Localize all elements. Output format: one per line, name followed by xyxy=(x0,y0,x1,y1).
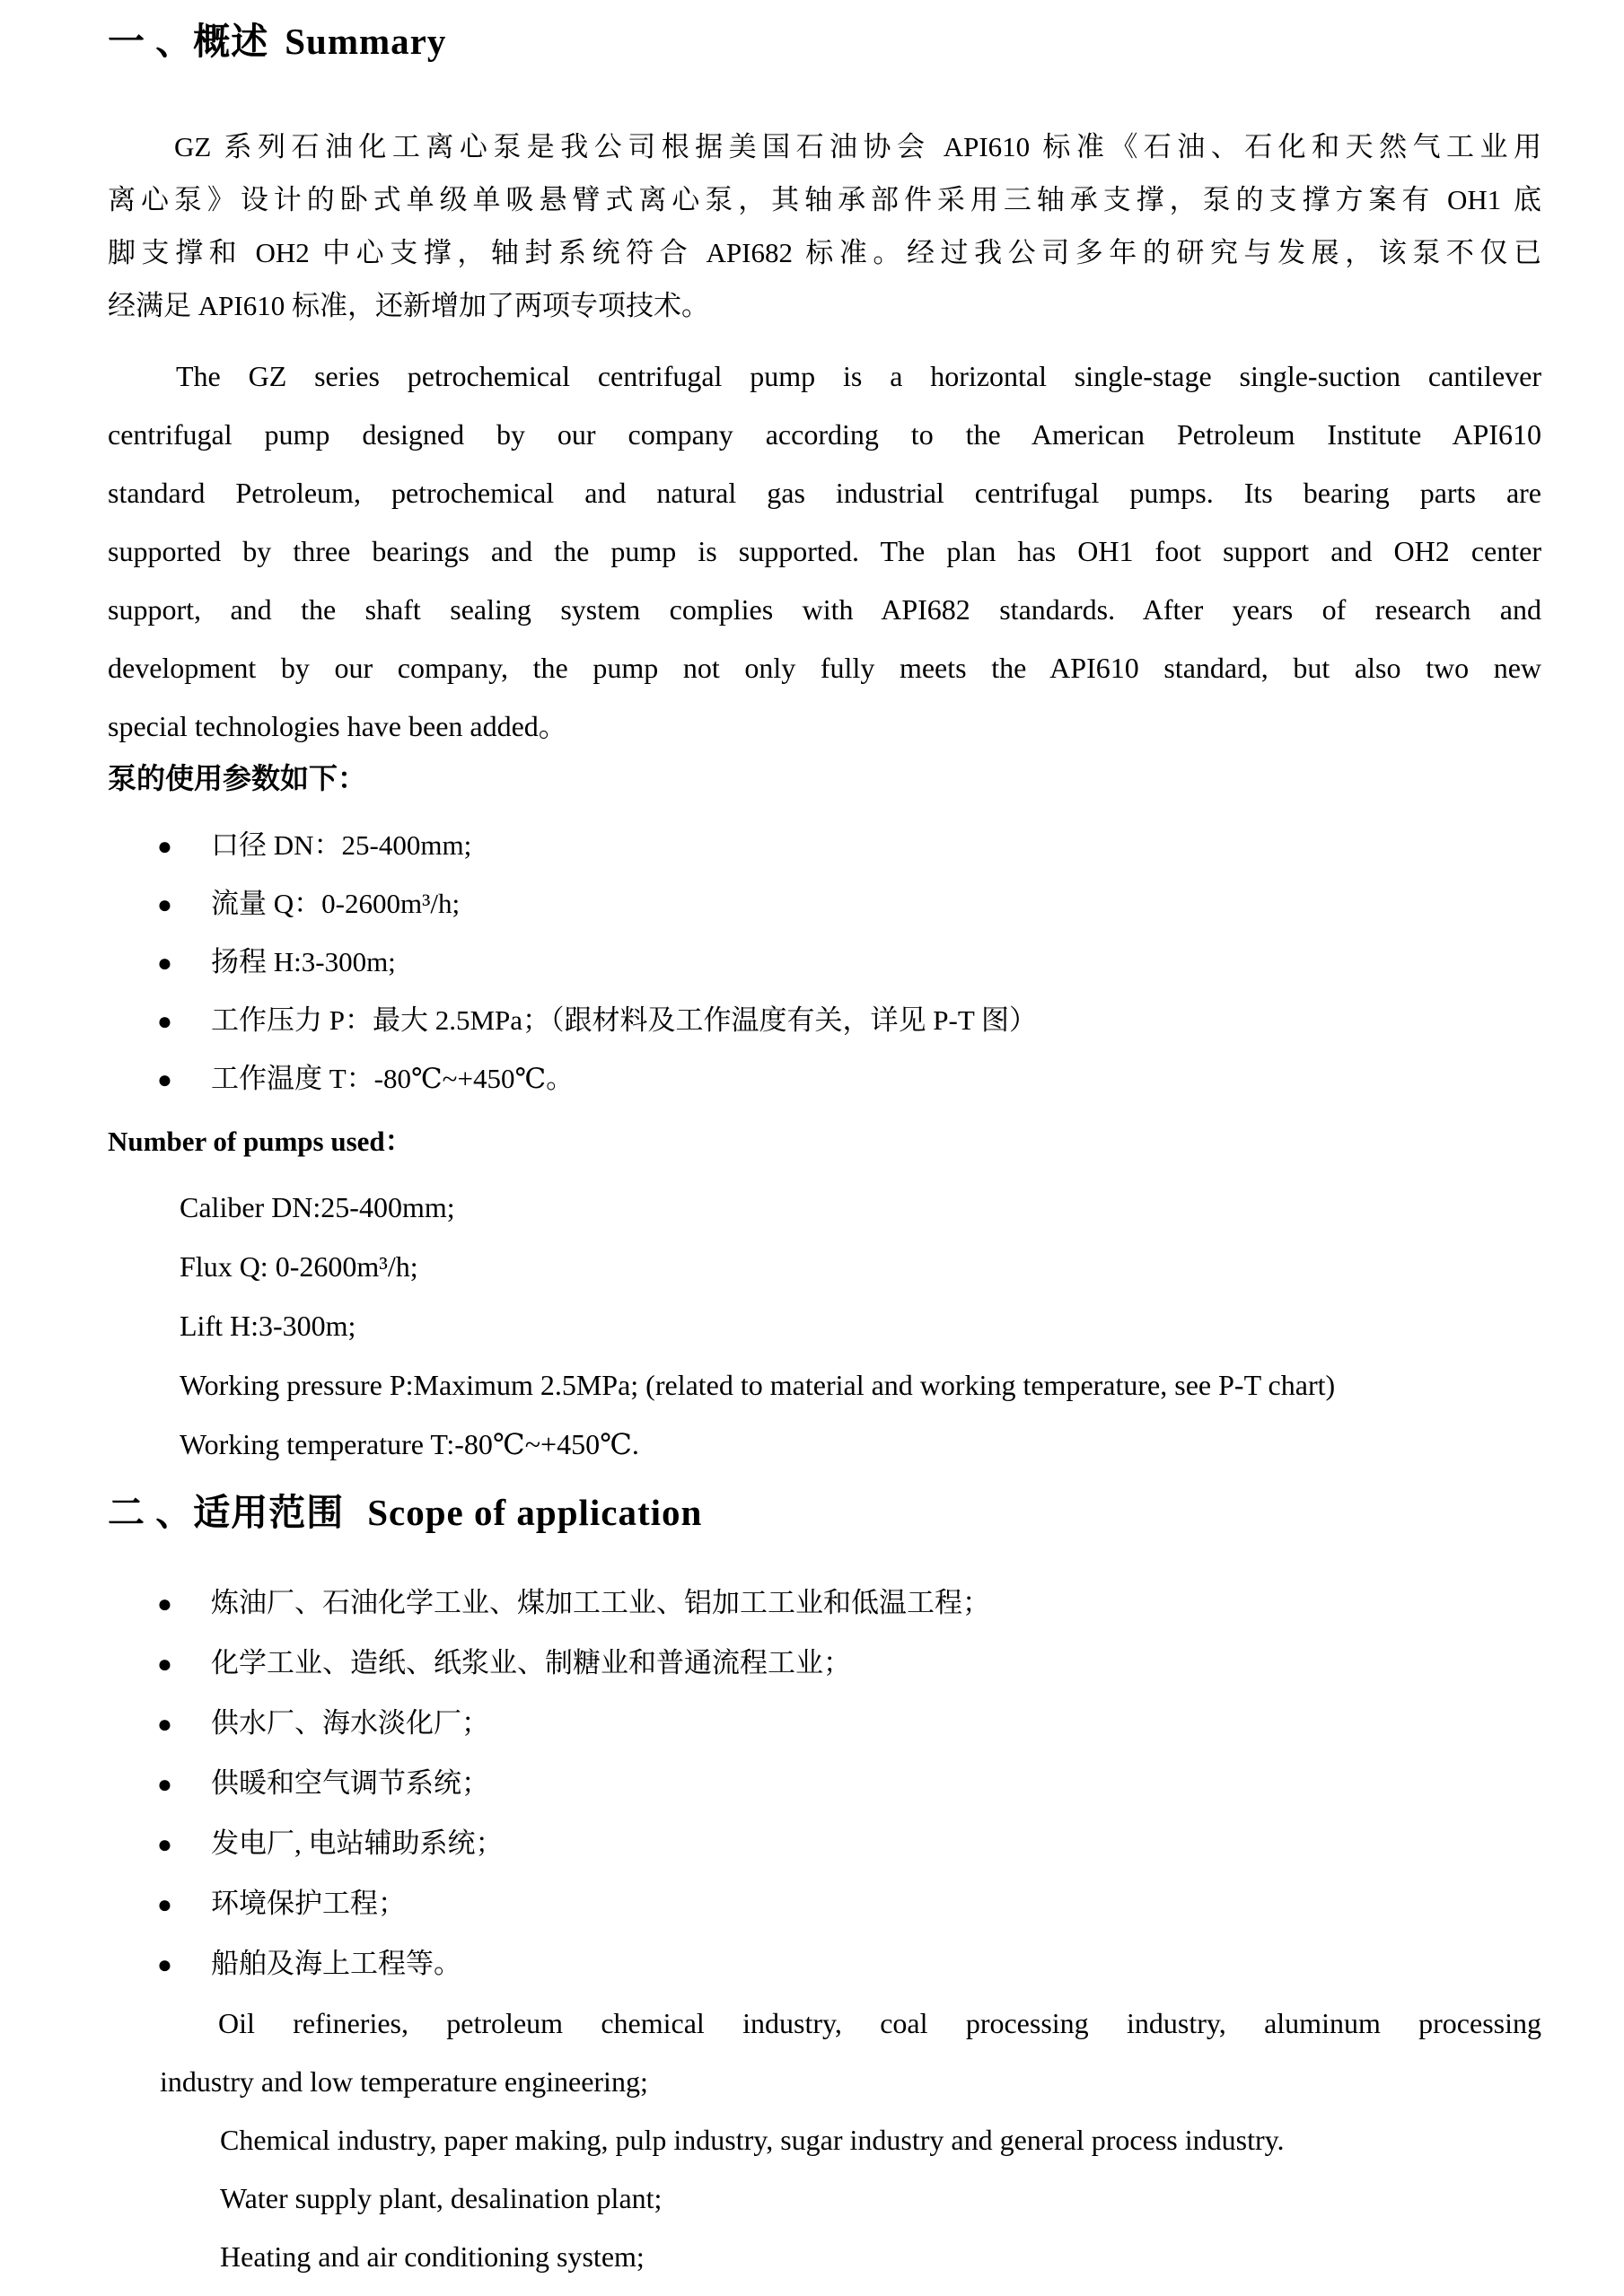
scope-text: 发电厂, 电站辅助系统； xyxy=(211,1827,504,1859)
bullet-icon: ● xyxy=(157,1891,172,1919)
section-1-heading xyxy=(108,22,1541,61)
list-item xyxy=(108,1814,1541,1874)
param-en-line: Flux Q: 0-2600m³/h; xyxy=(180,1250,418,1283)
param-en-line: Working pressure P:Maximum 2.5MPa; (related to material and working temperature, see P-T chart) xyxy=(180,1369,1336,1401)
scope-text: 化学工业、造纸、纸浆业、制糖业和普通流程工业； xyxy=(211,1647,851,1678)
param-text: 工作温度 T：-80℃~+450℃。 xyxy=(211,1063,575,1094)
bullet-icon: ● xyxy=(157,1771,172,1799)
pump-parameters-label-en: Number of pumps used： xyxy=(108,1126,413,1157)
bullet-icon: ● xyxy=(157,891,172,919)
section-2-heading xyxy=(108,1491,1541,1534)
bullet-icon: ● xyxy=(157,1066,172,1094)
summary-en-line: centrifugal pump designed by our company according to the American Petroleum Institute API610 xyxy=(108,418,1541,451)
list-item xyxy=(108,1634,1541,1694)
section-1-heading-en: Summary xyxy=(285,21,447,62)
scope-en-paragraph-oil xyxy=(160,1994,1541,2111)
list-item xyxy=(108,1754,1541,1814)
param-en-line: Working temperature T:-80℃~+450℃. xyxy=(180,1428,639,1460)
param-en-line: Caliber DN:25-400mm; xyxy=(180,1191,455,1223)
bullet-icon: ● xyxy=(157,1591,172,1618)
scope-text: 环境保护工程； xyxy=(211,1888,406,1919)
bullet-icon: ● xyxy=(157,1711,172,1739)
summary-cn-line: GZ 系列石油化工离心泵是我公司根据美国石油协会 API610 标准《石油、石化和天然气工业用 xyxy=(174,131,1541,162)
summary-paragraph-cn xyxy=(108,120,1541,332)
param-text: 扬程 H:3-300m; xyxy=(211,946,396,977)
summary-en-line: supported by three bearings and the pump is supported. The plan has OH1 foot support and OH2 center xyxy=(108,535,1541,567)
param-text: 工作压力 P：最大 2.5MPa；（跟材料及工作温度有关，详见 P-T 图） xyxy=(211,1004,1037,1036)
scope-paragraphs-en xyxy=(108,1994,1541,2286)
bullet-icon: ● xyxy=(157,833,172,861)
scope-text: 炼油厂、石油化学工业、煤加工工业、铝加工工业和低温工程； xyxy=(211,1587,990,1618)
scope-en-line: industry and low temperature engineering; xyxy=(160,2065,648,2098)
scope-en-line-heating: Heating and air conditioning system; xyxy=(220,2240,645,2273)
scope-text: 供暖和空气调节系统； xyxy=(211,1767,489,1799)
param-text: 流量 Q：0-2600m³/h; xyxy=(211,888,461,919)
scope-text: 船舶及海上工程等。 xyxy=(211,1948,461,1979)
pump-parameters-list-en xyxy=(108,1178,1541,1474)
summary-en-line: The GZ series petrochemical centrifugal pump is a horizontal single-stage single-suction cantilever xyxy=(176,360,1541,392)
bullet-icon: ● xyxy=(157,1951,172,1979)
param-text: 口径 DN：25-400mm; xyxy=(211,829,472,861)
scope-en-line-chemical: Chemical industry, paper making, pulp industry, sugar industry and general process industry. xyxy=(220,2124,1285,2156)
scope-en-line-water: Water supply plant, desalination plant; xyxy=(220,2182,663,2214)
bullet-icon: ● xyxy=(157,1831,172,1859)
summary-en-line: standard Petroleum, petrochemical and natural gas industrial centrifugal pumps. Its bearing parts are xyxy=(108,477,1541,509)
list-item xyxy=(108,1694,1541,1754)
summary-en-line: support, and the shaft sealing system complies with API682 standards. After years of research and xyxy=(108,593,1541,626)
pump-parameters-label-cn: 泵的使用参数如下： xyxy=(108,762,367,794)
summary-en-line: special technologies have been added。 xyxy=(108,710,567,742)
section-1-heading-cn: 一 、概述 xyxy=(108,21,269,62)
summary-cn-line: 经满足 API610 标准，还新增加了两项专项技术。 xyxy=(108,290,709,321)
bullet-icon: ● xyxy=(157,1651,172,1678)
list-item xyxy=(108,1934,1541,1994)
pump-parameters-list-cn xyxy=(108,817,1541,1109)
summary-cn-line: 脚支撑和 OH2 中心支撑，轴封系统符合 API682 标准。经过我公司多年的研究与发展，该泵不仅已 xyxy=(108,237,1541,268)
section-2-heading-cn: 二 、适用范围 xyxy=(108,1492,345,1533)
param-en-line: Lift H:3-300m; xyxy=(180,1310,356,1342)
scope-en-line: Oil refineries, petroleum chemical industry, coal processing industry, aluminum processing xyxy=(218,2007,1541,2039)
list-item xyxy=(108,1874,1541,1934)
list-item xyxy=(108,1050,1541,1109)
bullet-icon: ● xyxy=(157,950,172,977)
bullet-icon: ● xyxy=(157,1008,172,1036)
scope-text: 供水厂、海水淡化厂； xyxy=(211,1707,489,1739)
summary-en-line: development by our company, the pump not only fully meets the API610 standard, but also two new xyxy=(108,652,1541,684)
list-item xyxy=(108,875,1541,933)
list-item xyxy=(108,933,1541,992)
scope-list-cn xyxy=(108,1573,1541,1994)
summary-paragraph-en xyxy=(108,347,1541,756)
list-item xyxy=(108,992,1541,1050)
list-item xyxy=(108,817,1541,875)
section-2-heading-en: Scope of application xyxy=(367,1492,703,1533)
list-item xyxy=(108,1573,1541,1634)
summary-cn-line: 离心泵》设计的卧式单级单吸悬臂式离心泵，其轴承部件采用三轴承支撑，泵的支撑方案有 OH1 底 xyxy=(108,184,1541,215)
